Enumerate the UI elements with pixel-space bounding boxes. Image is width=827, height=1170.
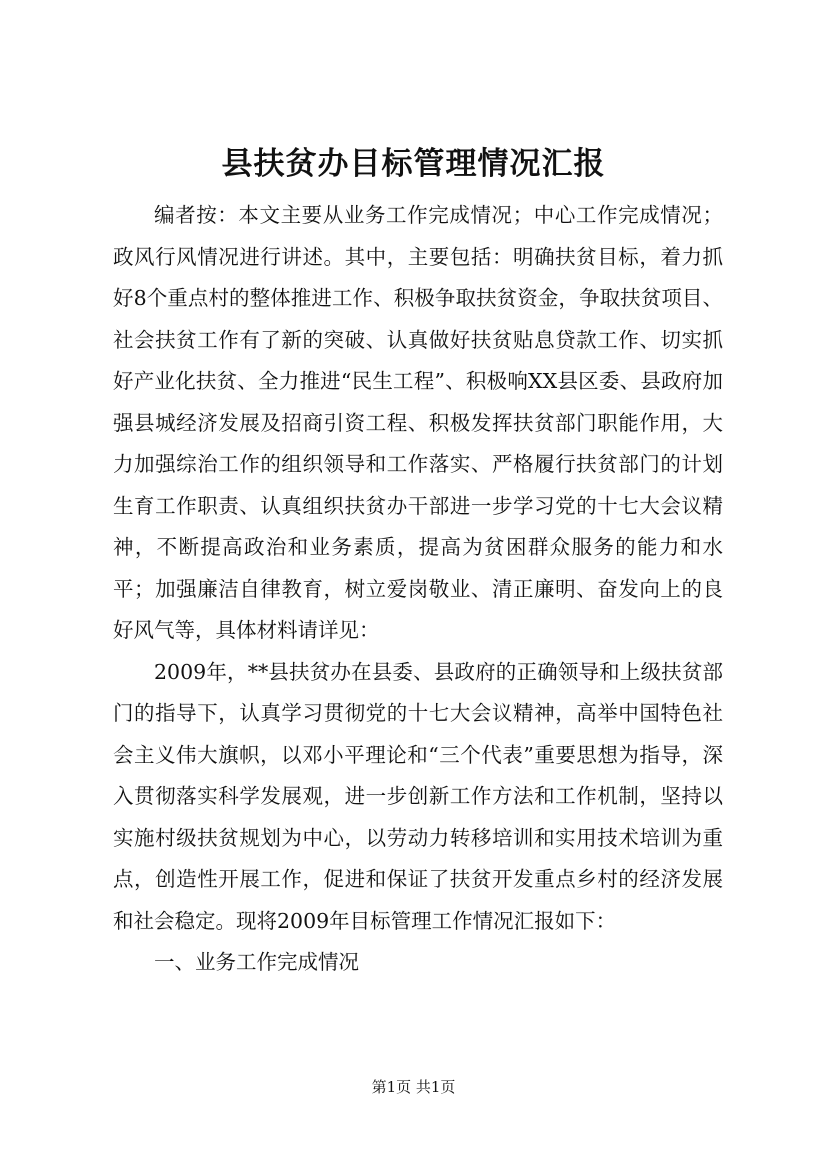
editor-note-paragraph: 编者按：本文主要从业务工作完成情况；中心工作完成情况；政风行风情况进行讲述。其中，主要包括：明确扶贫目标，着力抓好8个重点村的整体推进工作、积极争取扶贫资金，争取扶贫项目、社会扶贫工作有了新的突破、认真做好扶贫贴息贷款工作、切实抓好产业化扶贫、全力推进“民生工程”、积极响XX县区委、县政府加强县城经济发展及招商引资工程、积极发挥扶贫部门职能作用，大力加强综治工作的组织领导和工作落实、严格履行扶贫部门的计划生育工作职责、认真组织扶贫办干部进一步学习党的十七大会议精神，不断提高政治和业务素质，提高为贫困群众服务的能力和水平；加强廉洁自律教育，树立爱岗敬业、清正廉明、奋发向上的良好风气等，具体材料请详见： [113,203,723,642]
section-heading: 一、业务工作完成情况 [154,950,359,974]
page-footer: 第1页 共1页 [371,1078,456,1096]
intro-paragraph: 2009年，**县扶贫办在县委、县政府的正确领导和上级扶贫部门的指导下，认真学习贯彻党的十七大会议精神，高举中国特色社会主义伟大旗帜，以邓小平理论和“三个代表”重要思想为指导，深入贯彻落实科学发展观，进一步创新工作方法和工作机制，坚持以实施村级扶贫规划为中心，以劳动力转移培训和实用技术培训为重点，创造性开展工作，促进和保证了扶贫开发重点乡村的经济发展和社会稳定。现将2009年目标管理工作情况汇报如下： [113,659,723,933]
document-body [113,195,723,984]
document-title: 县扶贫办目标管理情况汇报 [221,146,606,182]
